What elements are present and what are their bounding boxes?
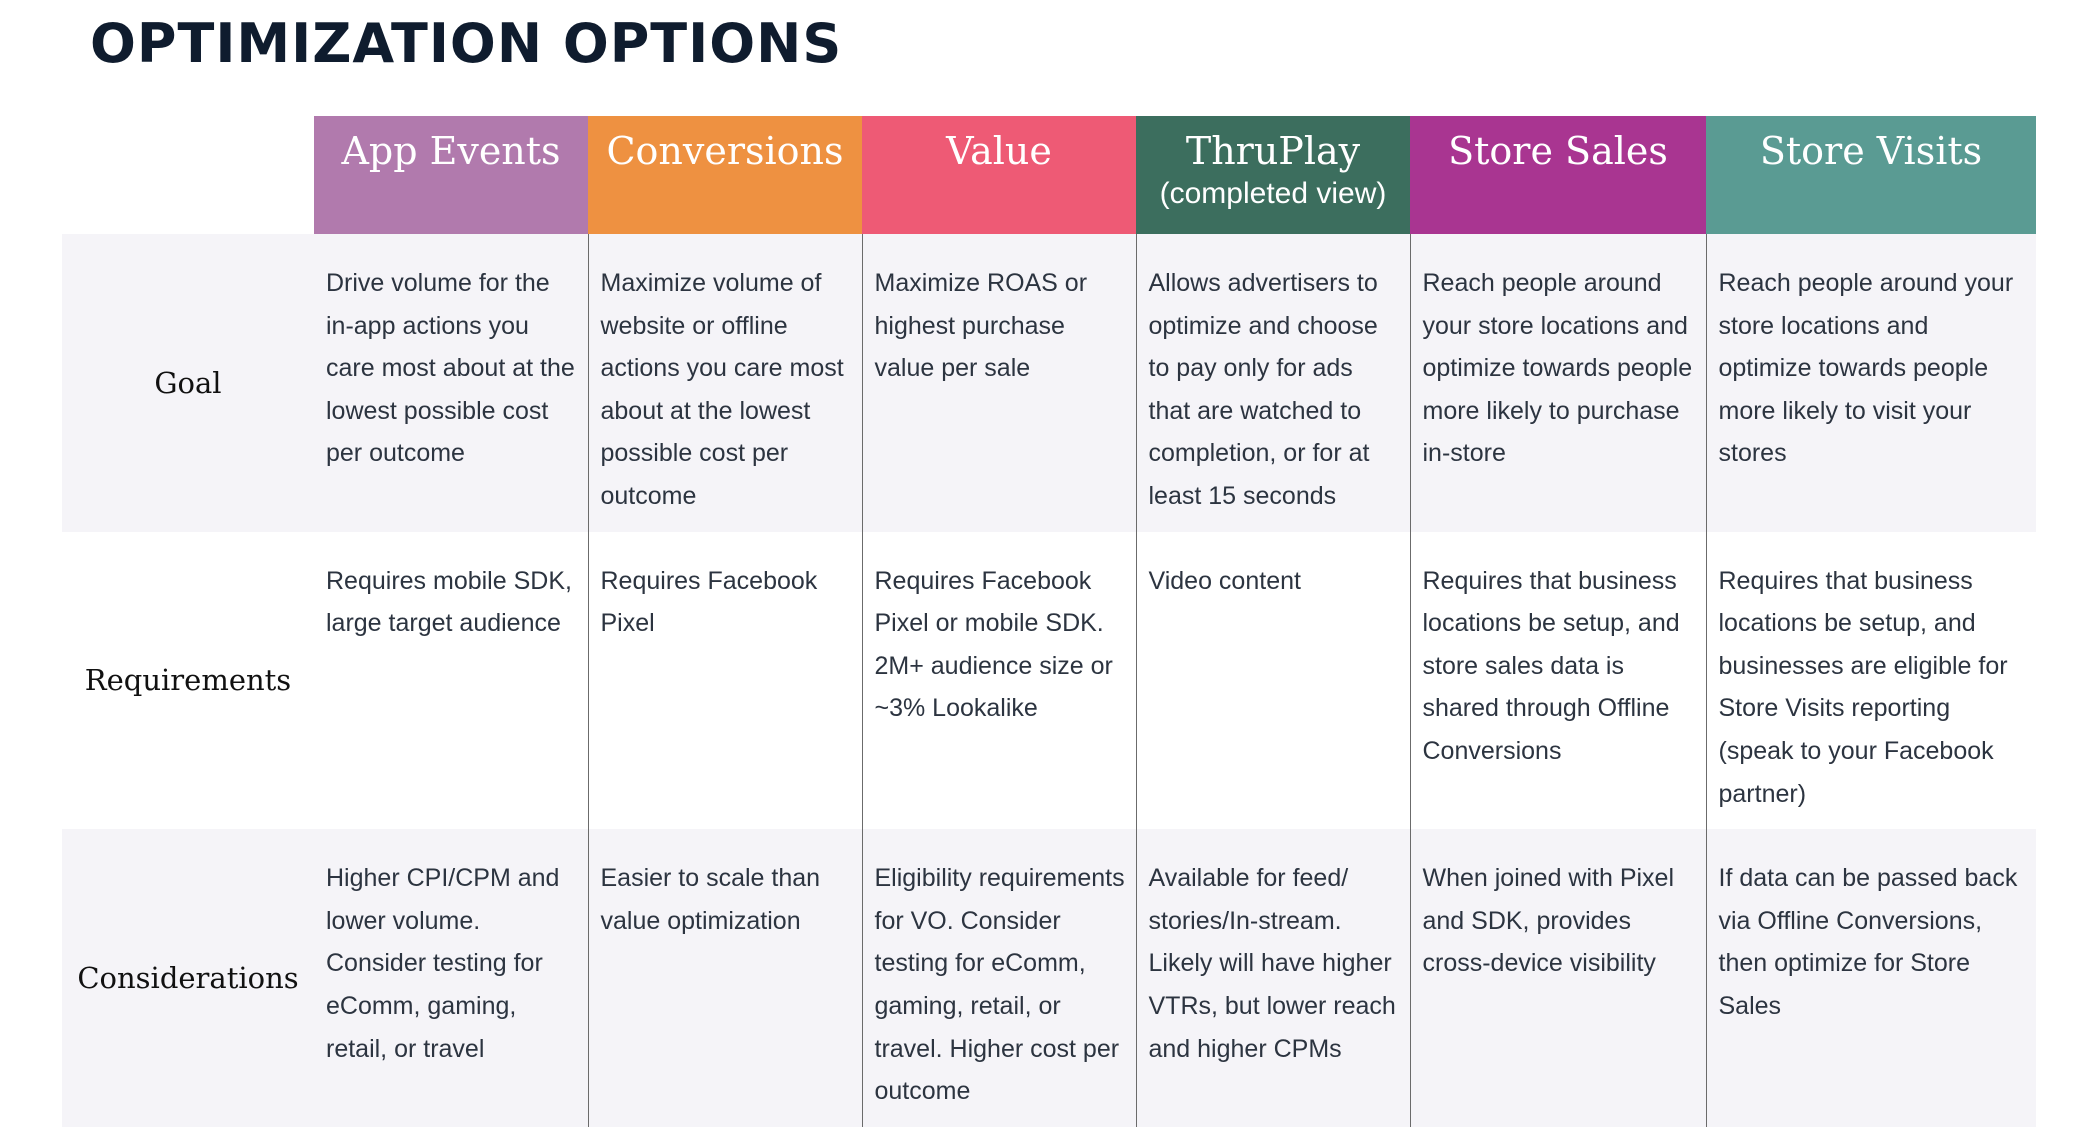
cell-goal-app-events: Drive volume for the in-app actions you care most about at the lowest possible cost per outcome	[314, 234, 588, 532]
col-header-title: ThruPlay	[1185, 129, 1361, 173]
cell-goal-conversions: Maximize volume of website or offline actions you care most about at the lowest possible cost per outcome	[588, 234, 862, 532]
col-header-title: Conversions	[606, 129, 844, 173]
cell-considerations-store-sales: When joined with Pixel and SDK, provides cross-device visibility	[1410, 829, 1706, 1127]
cell-requirements-store-sales: Requires that business locations be setup, and store sales data is shared through Offline Conversions	[1410, 532, 1706, 830]
table-row-considerations	[62, 829, 2036, 1127]
cell-goal-thruplay: Allows advertisers to optimize and choose to pay only for ads that are watched to completion, or for at least 15 seconds	[1136, 234, 1410, 532]
row-label-goal: Goal	[62, 234, 314, 532]
cell-goal-store-sales: Reach people around your store locations and optimize towards people more likely to purchase in-store	[1410, 234, 1706, 532]
row-label-considerations: Considerations	[62, 829, 314, 1127]
cell-requirements-app-events: Requires mobile SDK, large target audience	[314, 532, 588, 830]
cell-requirements-thruplay: Video content	[1136, 532, 1410, 830]
header-row	[62, 116, 2036, 234]
col-header-conversions	[588, 116, 862, 234]
col-header-title: Value	[946, 129, 1052, 173]
cell-requirements-value: Requires Facebook Pixel or mobile SDK. 2M+ audience size or ~3% Lookalike	[862, 532, 1136, 830]
cell-goal-value: Maximize ROAS or highest purchase value per sale	[862, 234, 1136, 532]
cell-considerations-conversions: Easier to scale than value optimization	[588, 829, 862, 1127]
col-header-value	[862, 116, 1136, 234]
table-row-goal	[62, 234, 2036, 532]
optimization-options-table	[62, 116, 2036, 1127]
cell-considerations-store-visits: If data can be passed back via Offline Conversions, then optimize for Store Sales	[1706, 829, 2036, 1127]
cell-considerations-thruplay: Available for feed/ stories/In-stream. Likely will have higher VTRs, but lower reach and higher CPMs	[1136, 829, 1410, 1127]
col-header-title: Store Visits	[1759, 129, 1983, 173]
col-header-subtitle: (completed view)	[1159, 176, 1387, 210]
table-row-requirements	[62, 532, 2036, 830]
row-label-requirements: Requirements	[62, 532, 314, 830]
page-title: OPTIMIZATION OPTIONS	[90, 12, 843, 75]
col-header-thruplay	[1136, 116, 1410, 234]
col-header-title: Store Sales	[1448, 129, 1668, 173]
cell-considerations-app-events: Higher CPI/CPM and lower volume. Consider testing for eComm, gaming, retail, or travel	[314, 829, 588, 1127]
cell-requirements-conversions: Requires Facebook Pixel	[588, 532, 862, 830]
header-corner	[62, 116, 314, 234]
col-header-title: App Events	[341, 129, 561, 173]
col-header-app-events	[314, 116, 588, 234]
col-header-store-visits	[1706, 116, 2036, 234]
cell-goal-store-visits: Reach people around your store locations and optimize towards people more likely to visit your stores	[1706, 234, 2036, 532]
cell-requirements-store-visits: Requires that business locations be setup, and businesses are eligible for Store Visits reporting (speak to your Facebook partner)	[1706, 532, 2036, 830]
cell-considerations-value: Eligibility requirements for VO. Consider testing for eComm, gaming, retail, or travel. Higher cost per outcome	[862, 829, 1136, 1127]
col-header-store-sales	[1410, 116, 1706, 234]
